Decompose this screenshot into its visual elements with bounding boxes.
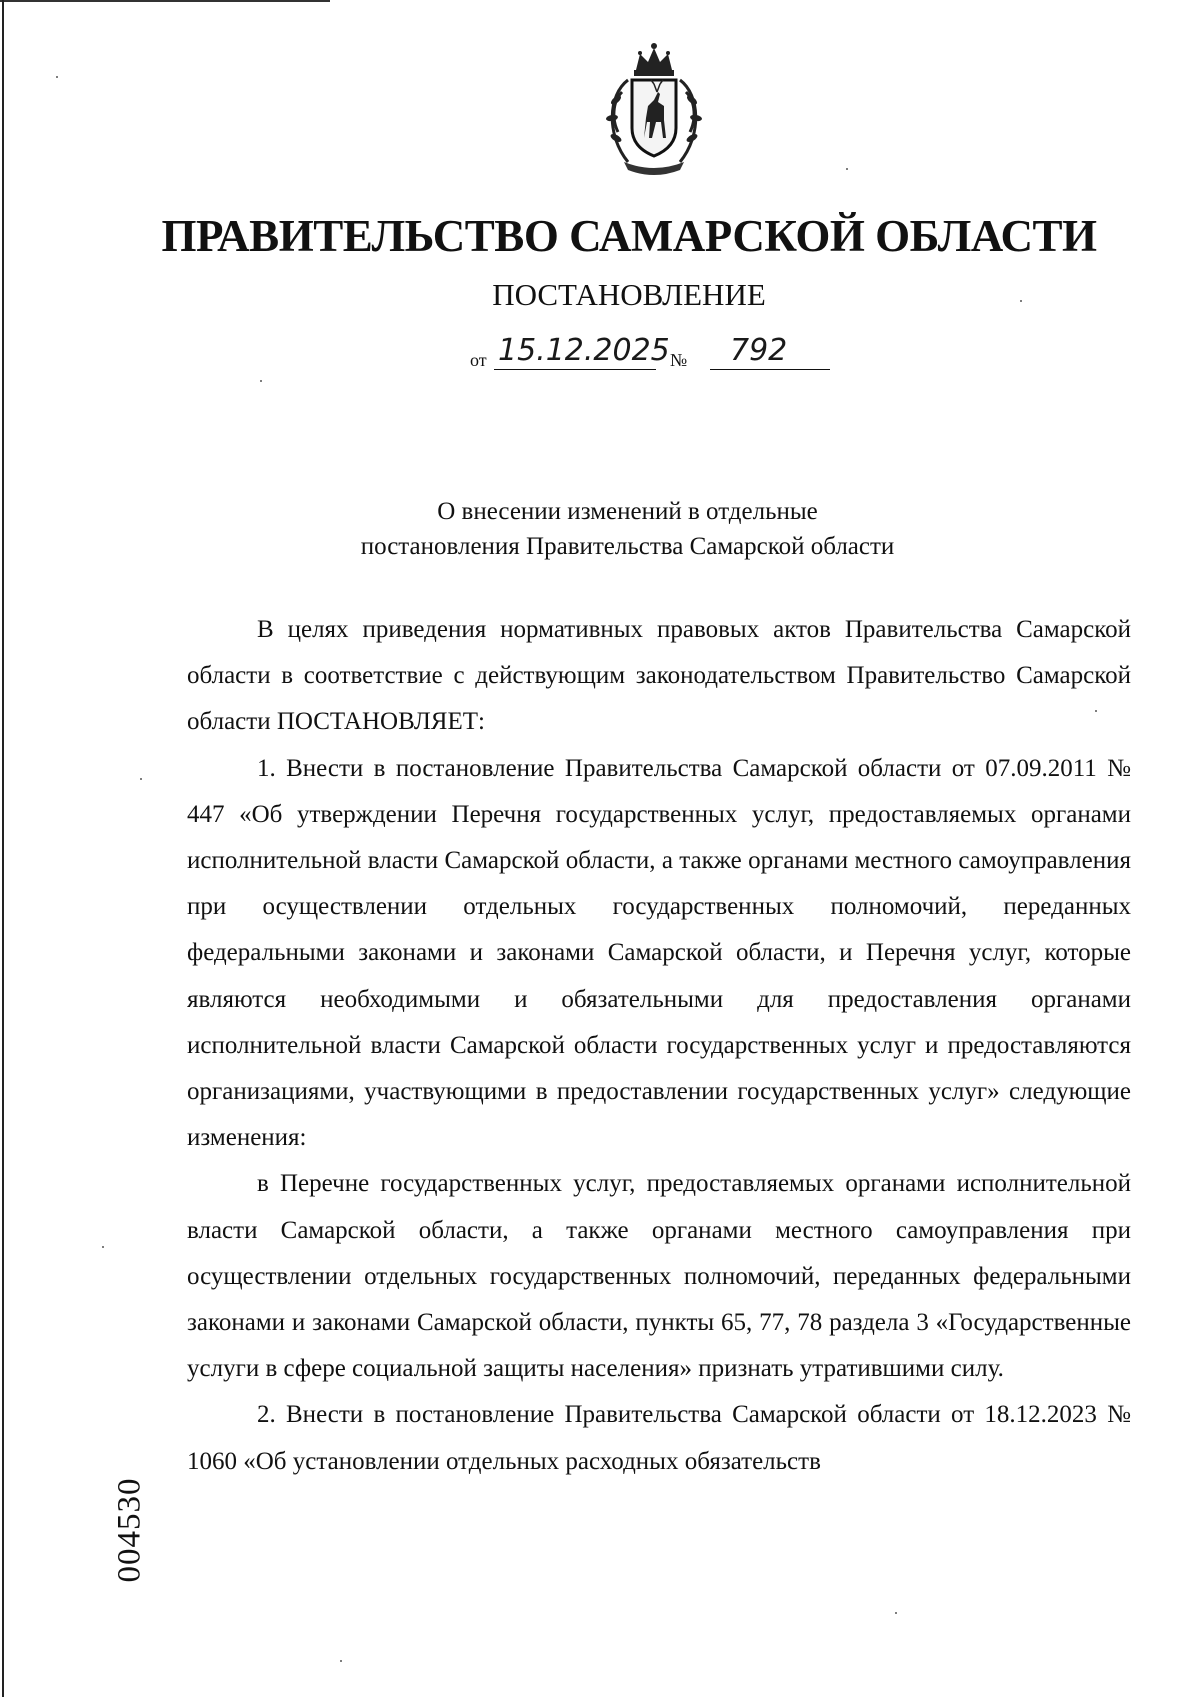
number-prefix: № — [670, 350, 688, 370]
body-paragraph-preamble: В целях приведения нормативных правовых актов Правительства Самарской области в соответствие с действующим законодательством Правительство Самарской области ПОСТАНОВЛЯЕТ: — [187, 616, 1131, 736]
scan-speck — [846, 168, 848, 170]
samara-coat-of-arms-icon — [598, 40, 710, 180]
scan-speck — [260, 380, 262, 382]
scan-speck — [56, 76, 58, 78]
handwritten-number: 792 — [730, 333, 788, 368]
body-paragraph-item-1: 1. Внести в постановление Правительства Самарской области от 07.09.2011 № 447 «Об утверждении Перечня государственных услуг, предоставляемых органами исполнительной власти Самарской области, а также органами местного самоуправления при осуществлении отдельных государственных полномочий, переданных федеральными законами и законами Самарской области, и Перечня услуг, которые являются необходимыми и обязательными для предоставления органами исполнительной власти Самарской области государственных услуг и предоставляются организациями, участвующими в предоставлении государственных услуг» следующие изменения: — [187, 754, 1131, 1152]
scan-speck — [102, 1246, 104, 1248]
subject-line-2: постановления Правительства Самарской области — [360, 533, 895, 560]
date-underline — [494, 369, 656, 370]
serial-number-text: 004530 — [111, 1477, 148, 1583]
scan-speck — [140, 778, 142, 780]
number-underline — [710, 369, 830, 370]
organization-title: ПРАВИТЕЛЬСТВО САМАРСКОЙ ОБЛАСТИ — [161, 211, 1097, 261]
scan-speck — [895, 1612, 897, 1614]
subject-line-1: О внесении изменений в отдельные — [437, 498, 818, 525]
body-paragraph-item-1-sub: в Перечне государственных услуг, предоставляемых органами исполнительной власти Самарской области, а также органами местного самоуправления при осуществлении отдельных государственных полномочий, переданных федеральными законами и законами Самарской области, пункты 65, 77, 78 раздела 3 «Государственные услуги в сфере социальной защиты населения» признать утратившими силу. — [187, 1170, 1131, 1383]
handwritten-date: 15.12.2025 — [498, 333, 670, 368]
document-type: ПОСТАНОВЛЕНИЕ — [492, 277, 766, 312]
body-paragraph-item-2: 2. Внести в постановление Правительства Самарской области от 18.12.2023 № 1060 «Об установлении отдельных расходных обязательств — [187, 1401, 1131, 1475]
date-prefix: от — [470, 350, 487, 370]
scan-speck — [1095, 710, 1097, 712]
scan-speck — [1020, 300, 1022, 302]
margin-serial-number — [110, 1460, 150, 1600]
scan-speck — [340, 1660, 342, 1662]
scan-top-border — [0, 0, 330, 2]
document-subject — [0, 494, 1200, 564]
document-body — [187, 607, 1131, 1485]
